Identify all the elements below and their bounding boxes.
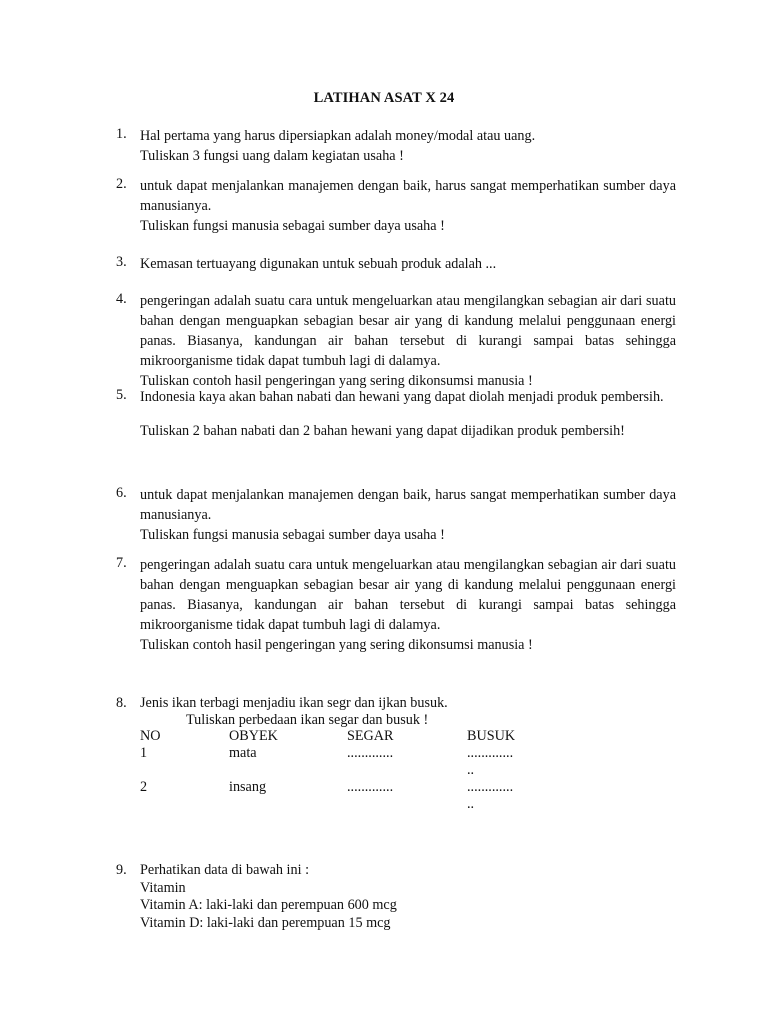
question-text: Hal pertama yang harus dipersiapkan adalah money/modal atau uang. bbox=[140, 128, 536, 144]
table-cell-segar: ............. bbox=[347, 745, 394, 761]
question-9 bbox=[116, 862, 676, 932]
table-header: NO bbox=[140, 728, 161, 744]
question-8 bbox=[116, 695, 676, 729]
question-number: 4. bbox=[116, 291, 127, 307]
table-cell-busuk bbox=[467, 779, 547, 813]
table-header: BUSUK bbox=[467, 728, 516, 744]
table-cell-obyek: insang bbox=[229, 779, 267, 795]
question-number: 6. bbox=[116, 485, 127, 501]
busuk-blank-wrap: .. bbox=[467, 762, 475, 778]
question-6 bbox=[116, 485, 676, 545]
question-number: 9. bbox=[116, 862, 127, 878]
question-number: 5. bbox=[116, 387, 127, 403]
question-number: 3. bbox=[116, 254, 127, 270]
question-4 bbox=[116, 291, 676, 391]
question-text: untuk dapat menjalankan manajemen dengan baik, harus sangat memperhatikan sumber daya manusianya. bbox=[140, 487, 676, 523]
question-text: Perhatikan data di bawah ini : bbox=[140, 862, 310, 878]
table-cell-obyek: mata bbox=[229, 745, 257, 761]
question-instruction: Tuliskan 3 fungsi uang dalam kegiatan usaha ! bbox=[140, 148, 404, 164]
table-cell-segar: ............. bbox=[347, 779, 394, 795]
table-header: SEGAR bbox=[347, 728, 394, 744]
table-row bbox=[140, 779, 547, 813]
question-number: 8. bbox=[116, 695, 127, 711]
question-1 bbox=[116, 126, 676, 166]
question-text: Indonesia kaya akan bahan nabati dan hewani yang dapat diolah menjadi produk pembersih. bbox=[140, 389, 664, 405]
table-header: OBYEK bbox=[229, 728, 278, 744]
question-instruction: Tuliskan 2 bahan nabati dan 2 bahan hewani yang dapat dijadikan produk pembersih! bbox=[140, 423, 625, 439]
table-cell-busuk bbox=[467, 745, 547, 779]
question-number: 2. bbox=[116, 176, 127, 192]
table-row bbox=[140, 745, 547, 779]
question-text: Jenis ikan terbagi menjadiu ikan segr dan ijkan busuk. bbox=[140, 695, 448, 711]
question-instruction: Tuliskan perbedaan ikan segar dan busuk ! bbox=[186, 712, 429, 728]
question-text: Kemasan tertuayang digunakan untuk sebuah produk adalah ... bbox=[140, 256, 497, 272]
table-header-row bbox=[140, 728, 547, 745]
question-text: untuk dapat menjalankan manajemen dengan baik, harus sangat memperhatikan sumber daya manusianya. bbox=[140, 178, 676, 214]
document-title: LATIHAN ASAT X 24 bbox=[313, 90, 455, 106]
busuk-blank: ............. bbox=[467, 745, 514, 761]
busuk-blank: ............. bbox=[467, 779, 514, 795]
busuk-blank-wrap: .. bbox=[467, 796, 475, 812]
question-instruction: Tuliskan contoh hasil pengeringan yang sering dikonsumsi manusia ! bbox=[140, 637, 533, 653]
question-7 bbox=[116, 555, 676, 655]
comparison-table bbox=[140, 728, 547, 813]
question-text: pengeringan adalah suatu cara untuk mengeluarkan atau mengilangkan sebagian air dari suatu bahan dengan menguapkan sebagian besar air yang di kandung melalui penggunaan energi panas. Biasanya, kandungan air bahan tersebut di kurangi sampai batas sehingga mikroorganisme tidak dapat tumbuh lagi di dalamya. bbox=[140, 557, 676, 633]
question-instruction: Tuliskan contoh hasil pengeringan yang sering dikonsumsi manusia ! bbox=[140, 373, 533, 389]
question-3 bbox=[116, 254, 676, 274]
data-line: Vitamin D: laki-laki dan perempuan 15 mcg bbox=[140, 914, 391, 931]
question-text: pengeringan adalah suatu cara untuk mengeluarkan atau mengilangkan sebagian air dari suatu bahan dengan menguapkan sebagian besar air yang di kandung melalui penggunaan energi panas. Biasanya, kandungan air bahan tersebut di kurangi sampai batas sehingga mikroorganisme tidak dapat tumbuh lagi di dalamya. bbox=[140, 293, 676, 369]
table-cell-no: 1 bbox=[140, 745, 148, 761]
table-cell-no: 2 bbox=[140, 779, 148, 795]
question-2 bbox=[116, 176, 676, 236]
question-instruction: Tuliskan fungsi manusia sebagai sumber daya usaha ! bbox=[140, 527, 445, 543]
question-number: 1. bbox=[116, 126, 127, 142]
data-line: Vitamin A: laki-laki dan perempuan 600 mcg bbox=[140, 897, 397, 913]
data-heading: Vitamin bbox=[140, 879, 186, 896]
question-5 bbox=[116, 387, 676, 441]
question-number: 7. bbox=[116, 555, 127, 571]
question-instruction: Tuliskan fungsi manusia sebagai sumber daya usaha ! bbox=[140, 218, 445, 234]
